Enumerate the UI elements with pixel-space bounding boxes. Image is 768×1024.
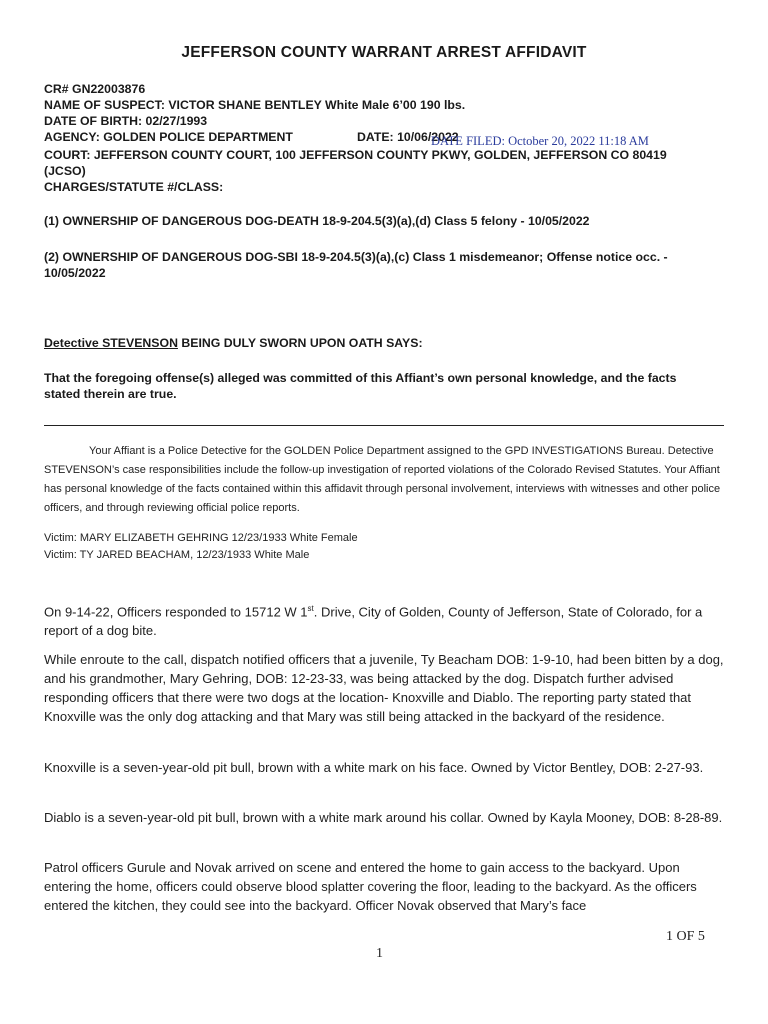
court-line-2: (JCSO) [44, 164, 86, 178]
oath-text: BEING DULY SWORN UPON OATH SAYS: [177, 336, 423, 350]
p3-text: Knoxville is a seven-year-old pit bull, brown with a white mark on his face. Owned by Victor Bentley, DOB: 2-27-93. [44, 760, 704, 775]
p4-text: Diablo is a seven-year-old pit bull, brown with a white mark around his collar. Owned by Kayla Mooney, DOB: 8-28-89. [44, 810, 723, 825]
victim-2: Victim: TY JARED BEACHAM, 12/23/1933 White Male [44, 549, 310, 561]
p1-text-end: . Drive, City of Golden, County of Jefferson, State of Colorado, for a report of a dog bite. [44, 604, 703, 639]
narrative-paragraph-5 [44, 858, 724, 915]
charge-2-date: 10/05/2022 [44, 266, 106, 280]
case-number: CR# GN22003876 [44, 82, 146, 96]
affidavit-date: DATE: 10/06/2022 [357, 130, 459, 144]
divider-line [44, 425, 724, 426]
date-filed-stamp: DATE FILED: October 20, 2022 11:18 AM [431, 134, 649, 148]
narrative-paragraph-2 [44, 650, 724, 726]
charge-1: (1) OWNERSHIP OF DANGEROUS DOG-DEATH 18-9-204.5(3)(a),(d) Class 5 felony - 10/05/2022 [44, 214, 590, 228]
date-of-birth: DATE OF BIRTH: 02/27/1993 [44, 114, 208, 128]
charges-label: CHARGES/STATUTE #/CLASS: [44, 180, 224, 194]
foregoing-statement-2: stated therein are true. [44, 387, 177, 401]
foregoing-statement: That the foregoing offense(s) alleged was committed of this Affiant’s own personal knowledge, and the facts [44, 371, 677, 385]
document-title: JEFFERSON COUNTY WARRANT ARREST AFFIDAVIT [181, 44, 587, 61]
charge-2: (2) OWNERSHIP OF DANGEROUS DOG-SBI 18-9-204.5(3)(a),(c) Class 1 misdemeanor; Offense notice occ. - [44, 250, 668, 264]
p1-superscript: st [307, 604, 314, 613]
detective-name: Detective STEVENSON [44, 336, 178, 350]
p5-text: Patrol officers Gurule and Novak arrived on scene and entered the home to gain access to the backyard. Upon entering the home, officers could observe blood splatter covering the floor, leading to the backyard. As the officers entered the kitchen, they could see into the backyard. Officer Novak observed that Mary’s face [44, 860, 697, 913]
court-line: COURT: JEFFERSON COUNTY COURT, 100 JEFFERSON COUNTY PKWY, GOLDEN, JEFFERSON CO 80419 [44, 148, 667, 162]
page-number: 1 [376, 946, 383, 961]
affiant-paragraph [44, 442, 724, 518]
narrative-paragraph-1 [44, 599, 724, 640]
page-of-total: 1 OF 5 [666, 929, 705, 944]
victim-1: Victim: MARY ELIZABETH GEHRING 12/23/1933 White Female [44, 532, 358, 544]
narrative-paragraph-3 [44, 758, 724, 777]
oath-heading [44, 335, 423, 351]
narrative-paragraph-4 [44, 808, 724, 827]
p2-text: While enroute to the call, dispatch notified officers that a juvenile, Ty Beacham DOB: 1-9-10, had been bitten by a dog, and his grandmother, Mary Gehring, DOB: 12-23-33, was being attacked by the dog. Dispatch further advised responding officers that there were two dogs at the location- Knoxville and Diablo. The reporting party stated that Knoxville was the only dog attacking and that Mary was still being attacked in the backyard of the residence. [44, 652, 724, 724]
affiant-text: Your Affiant is a Police Detective for the GOLDEN Police Department assigned to the GPD INVESTIGATIONS Bureau. Detective STEVENSON’s case responsibilities include the follow-up investigation of reported violations of the Colorado Revised Statutes. Your Affiant has personal knowledge of the facts contained within this affidavit through personal involvement, interviews with witnesses and other police officers, and through reviewing official police reports. [44, 445, 721, 514]
suspect-line: NAME OF SUSPECT: VICTOR SHANE BENTLEY White Male 6’00 190 lbs. [44, 98, 466, 112]
agency-line: AGENCY: GOLDEN POLICE DEPARTMENT [44, 130, 293, 144]
p1-text-start: On 9-14-22, Officers responded to 15712 W 1 [44, 604, 308, 620]
